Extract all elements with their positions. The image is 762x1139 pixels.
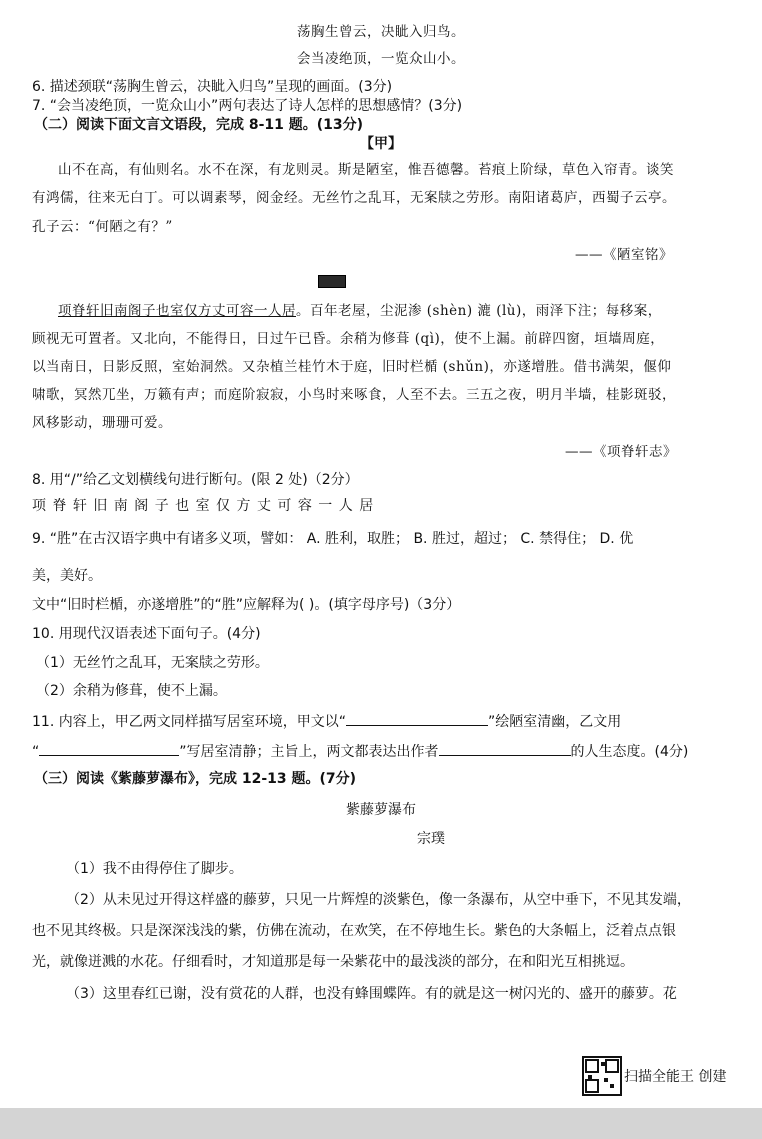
- question-10-item-2: （2）余稍为修葺，使不上漏。: [36, 683, 227, 699]
- yi-line-4: 啸歌，冥然兀坐，万籁有声；而庭阶寂寂，小鸟时来啄食，人至不去。三五之夜，明月半墙，桂影斑驳，: [32, 387, 676, 403]
- yi-line-1-rest: 。百年老屋，尘泥渗 (shèn) 漉 (lù)，雨泽下注；每移案，: [296, 303, 662, 319]
- answer-blank-1[interactable]: [346, 711, 488, 726]
- footer-bar: [0, 1108, 762, 1139]
- question-9-line-1: 9. “胜”在古汉语字典中有诸多义项，譬如： A. 胜利，取胜； B. 胜过，超过； C. 禁得住； D. 优: [32, 531, 634, 547]
- question-8: 8. 用“/”给乙文划横线句进行断句。(限 2 处)（2分）: [32, 472, 359, 488]
- yi-line-1: [58, 302, 662, 320]
- answer-blank-3[interactable]: [439, 741, 571, 756]
- question-9-line-3: 文中“旧时栏楯，亦遂增胜”的“胜”应解释为( )。(填字母序号)（3分）: [32, 597, 461, 613]
- qr-code-icon: [582, 1056, 622, 1096]
- yi-line-3: 以当南日，日影反照，室始洞然。又杂植兰桂竹木于庭，旧时栏楯 (shǔn)，亦遂增胜。借书满架，偃仰: [32, 359, 672, 375]
- question-11-line-1: [32, 711, 621, 731]
- question-11-part-d: ”写居室清静；主旨上，两文都表达出作者: [179, 744, 439, 760]
- article-paragraph-2: （2）从未见过开得这样盛的藤萝，只见一片辉煌的淡紫色，像一条瀑布，从空中垂下，不见其发端，: [66, 892, 691, 908]
- poem-line-2: 会当凌绝顶，一览众山小。: [297, 51, 465, 67]
- question-8-sentence: 项 脊 轩 旧 南 阁 子 也 室 仅 方 丈 可 容 一 人 居: [32, 498, 375, 514]
- article-paragraph-2-cont-1: 也不见其终极。只是深深浅浅的紫，仿佛在流动，在欢笑，在不停地生长。紫色的大条幅上，泛着点点银: [32, 923, 676, 939]
- question-11-part-c: “: [32, 744, 40, 760]
- question-11-line-2: [32, 741, 688, 761]
- question-11-part-e: 的人生态度。(4分): [570, 744, 689, 760]
- question-10-item-1: （1）无丝竹之乱耳，无案牍之劳形。: [36, 655, 269, 671]
- jia-line-3: 孔子云：“何陋之有？”: [32, 219, 173, 235]
- question-6: 6. 描述颈联“荡胸生曾云，决眦入归鸟”呈现的画面。(3分): [32, 79, 393, 95]
- yi-underlined-sentence: 项脊轩旧南阁子也室仅方丈可容一人居: [58, 303, 296, 319]
- article-paragraph-1: （1）我不由得停住了脚步。: [66, 861, 243, 877]
- article-author: 宗璞: [417, 831, 445, 847]
- jia-label: 【甲】: [360, 136, 402, 152]
- question-7: 7. “会当凌绝顶，一览众山小”两句表达了诗人怎样的思想感情？(3分): [32, 98, 463, 114]
- jia-source: ——《陋室铭》: [575, 247, 673, 263]
- article-title: 紫藤萝瀑布: [346, 802, 416, 818]
- article-paragraph-2-cont-2: 光，就像迸溅的水花。仔细看时，才知道那是每一朵紫花中的最浅淡的部分，在和阳光互相挑逗。: [32, 954, 634, 970]
- yi-line-5: 风移影动，珊珊可爱。: [32, 415, 172, 431]
- jia-line-1: 山不在高，有仙则名。水不在深，有龙则灵。斯是陋室，惟吾德馨。苔痕上阶绿，草色入帘青。谈笑: [58, 162, 674, 178]
- answer-blank-2[interactable]: [39, 741, 179, 756]
- question-10: 10. 用现代汉语表述下面句子。(4分): [32, 626, 261, 642]
- question-9-line-2: 美，美好。: [32, 568, 102, 584]
- poem-line-1: 荡胸生曾云，决眦入归鸟。: [297, 24, 465, 40]
- yi-label-mark: [318, 275, 346, 288]
- section3-heading: （三）阅读《紫藤萝瀑布》，完成 12-13 题。(7分): [34, 771, 357, 787]
- yi-line-2: 顾视无可置者。又北向，不能得日，日过午已昏。余稍为修葺 (qì)，使不上漏。前辟四窗，垣墙周庭，: [32, 331, 665, 347]
- section2-heading: （二）阅读下面文言文语段，完成 8-11 题。(13分): [34, 117, 364, 133]
- question-11-part-b: ”绘陋室清幽，乙文用: [487, 714, 622, 730]
- question-11-part-a: 11. 内容上，甲乙两文同样描写居室环境，甲文以“: [32, 714, 346, 730]
- article-paragraph-3: （3）这里春红已谢，没有赏花的人群，也没有蜂围蝶阵。有的就是这一树闪光的、盛开的藤萝。花: [66, 986, 677, 1002]
- jia-line-2: 有鸿儒，往来无白丁。可以调素琴，阅金经。无丝竹之乱耳，无案牍之劳形。南阳诸葛庐，西蜀子云亭。: [32, 190, 676, 206]
- yi-source: ——《项脊轩志》: [565, 444, 677, 460]
- scanner-watermark: 扫描全能王 创建: [624, 1069, 727, 1085]
